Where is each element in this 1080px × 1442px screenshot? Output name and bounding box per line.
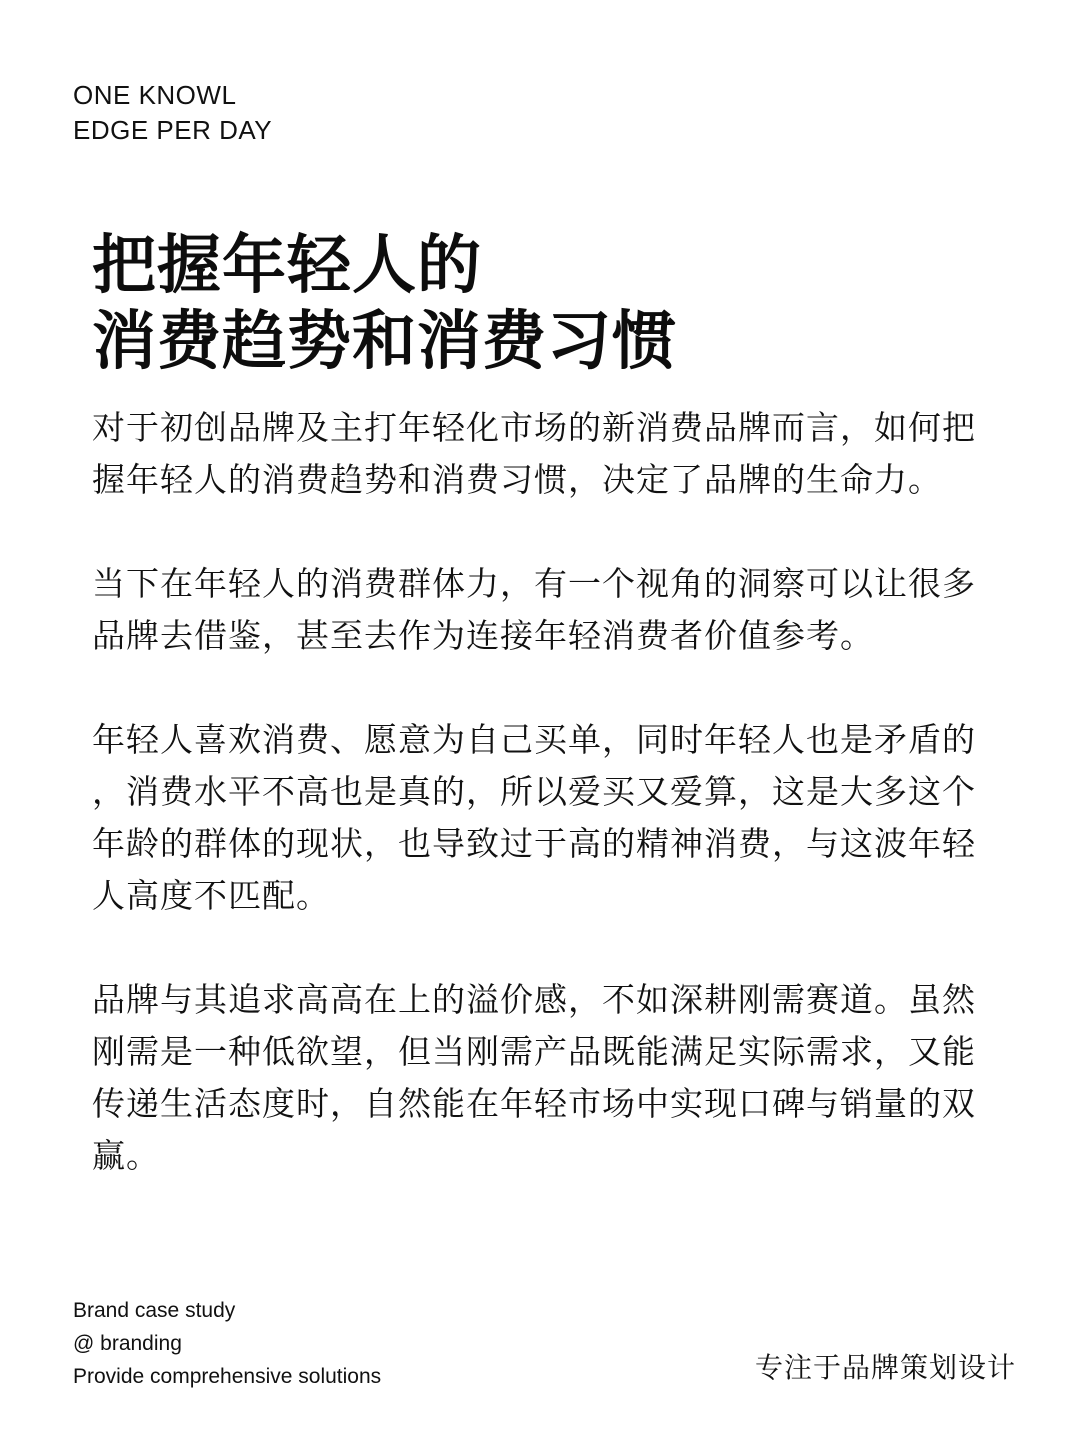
article-body — [92, 402, 992, 1182]
footer-line-2: @ branding — [73, 1332, 182, 1355]
paragraph-4 — [92, 974, 992, 1182]
paragraph-line: 年轻人喜欢消费、愿意为自己买单，同时年轻人也是矛盾的 — [92, 720, 976, 759]
paragraph-line: 品牌去借鉴，甚至去作为连接年轻消费者价值参考。 — [92, 616, 874, 655]
paragraph-line: ，消费水平不高也是真的，所以爱买又爱算，这是大多这个 — [92, 772, 976, 811]
footer-line-1: Brand case study — [73, 1299, 236, 1322]
paragraph-2 — [92, 558, 992, 662]
paragraph-line: 人高度不匹配。 — [92, 876, 330, 915]
paragraph-line: 对于初创品牌及主打年轻化市场的新消费品牌而言，如何把 — [92, 408, 976, 447]
page-title-line-1: 把握年轻人的 — [92, 229, 482, 303]
tagline — [73, 78, 272, 148]
tagline-line-1: ONE KNOWL — [73, 80, 237, 110]
footer-line-3: Provide comprehensive solutions — [73, 1365, 382, 1388]
paragraph-line: 传递生活态度时，自然能在年轻市场中实现口碑与销量的双 — [92, 1084, 976, 1123]
page-title-line-2: 消费趋势和消费习惯 — [92, 305, 677, 379]
paragraph-line: 年龄的群体的现状，也导致过于高的精神消费，与这波年轻 — [92, 824, 976, 863]
paragraph-line: 当下在年轻人的消费群体力，有一个视角的洞察可以让很多 — [92, 564, 976, 603]
tagline-line-2: EDGE PER DAY — [73, 115, 273, 145]
paragraph-3 — [92, 714, 992, 922]
paragraph-1 — [92, 402, 992, 506]
footer-info — [73, 1294, 381, 1393]
paragraph-line: 握年轻人的消费趋势和消费习惯，决定了品牌的生命力。 — [92, 460, 942, 499]
paragraph-line: 赢。 — [92, 1136, 160, 1175]
paragraph-line: 品牌与其追求高高在上的溢价感，不如深耕刚需赛道。虽然 — [92, 980, 976, 1019]
footer-slogan: 专注于品牌策划设计 — [754, 1351, 1016, 1384]
page-title — [92, 228, 677, 380]
paragraph-line: 刚需是一种低欲望，但当刚需产品既能满足实际需求，又能 — [92, 1032, 976, 1071]
